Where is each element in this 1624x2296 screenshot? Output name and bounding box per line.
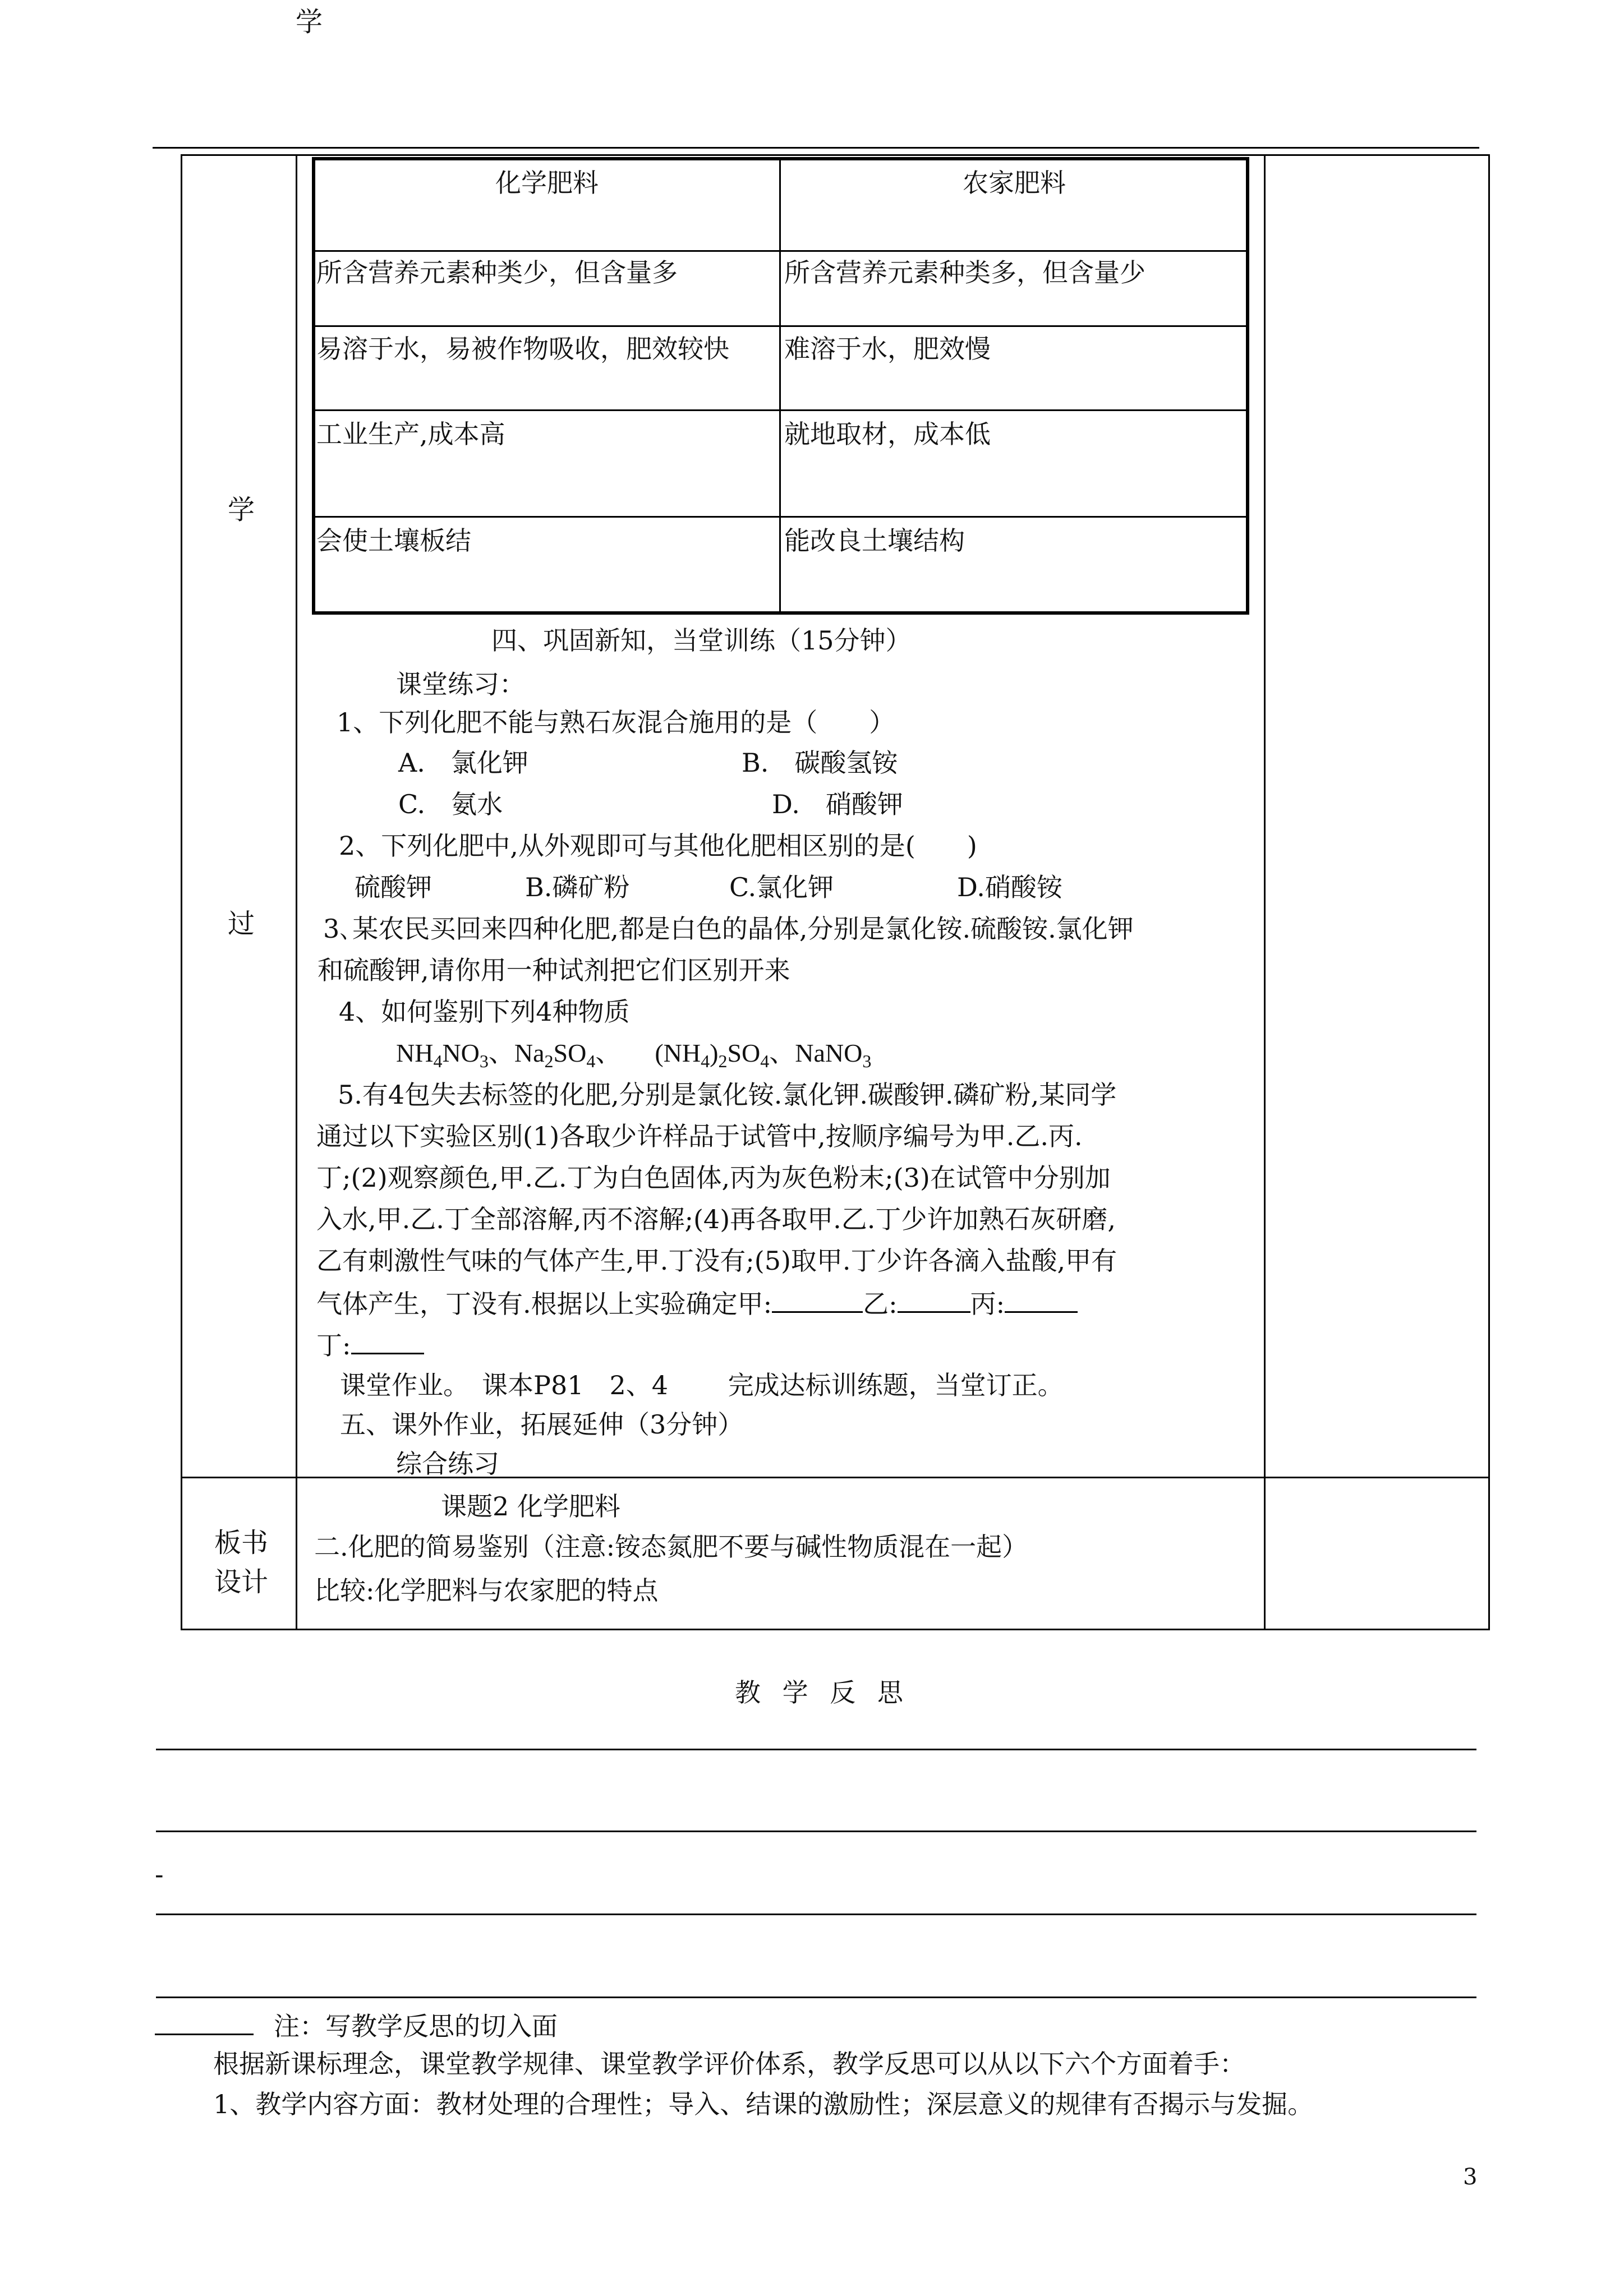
question-5-line-1: 5.有4包失去标签的化肥,分别是氯化铵.氯化钾.碳酸钾.磷矿粉,某同学 <box>338 1080 1117 1110</box>
board-line-3: 比较:化学肥料与农家肥的特点 <box>314 1575 659 1606</box>
answer-blank-jia[interactable] <box>772 1285 863 1313</box>
reflection-rule-2 <box>156 1831 1476 1832</box>
outer-top-border <box>181 154 1490 156</box>
question-3-line-2: 和硫酸钾,请你用一种试剂把它们区别开来 <box>318 955 790 985</box>
outer-row-divider <box>181 1477 1490 1478</box>
reflection-paragraph-1: 根据新课标理念，课堂教学规律、课堂教学评价体系，教学反思可以从以下六个方面着手： <box>213 2049 1245 2079</box>
q2-option-a: 硫酸钾 <box>355 872 432 902</box>
question-4: 4、如何鉴别下列4种物质 <box>339 997 630 1027</box>
reflection-paragraph-2: 1、教学内容方面：教材处理的合理性；导入、结课的激励性；深层意义的规律有否揭示与发掘。 <box>213 2089 1314 2119</box>
question-5-line-2: 通过以下实验区别(1)各取少许样品于试管中,按顺序编号为甲.乙.丙. <box>316 1121 1083 1151</box>
outer-col-divider-2 <box>1264 154 1266 1630</box>
q2-option-c: C.氯化钾 <box>729 872 834 902</box>
cmp-header-chemical: 化学肥料 <box>495 168 599 198</box>
question-4-formulas: $NH_4NO_3$、$Na_2SO_4$、 $(NH_4)_2SO_4$、NaNO$_3$ <box>396 1039 872 1071</box>
question-5-line-5: 乙有刺激性气味的气体产生,甲.丁没有;(5)取甲.丁少许各滴入盐酸,甲有 <box>316 1246 1117 1276</box>
question-5-line-7: 丁: <box>316 1327 424 1362</box>
cmp-cell: 所含营养元素种类多，但含量少 <box>784 257 1145 288</box>
cmp-cell: 难溶于水，肥效慢 <box>784 334 991 364</box>
section5-title: 五、课外作业，拓展延伸（3分钟） <box>340 1409 744 1440</box>
cmp-row-line-2 <box>314 325 1246 327</box>
outer-col-divider-1 <box>296 154 297 1630</box>
q2-option-d: D.硝酸铵 <box>957 872 1062 902</box>
reflection-dash: - <box>155 1859 164 1889</box>
side-label-banshu: 板书 <box>214 1527 268 1559</box>
board-line-1: 课题2 化学肥料 <box>441 1491 620 1522</box>
cmp-row-line-1 <box>314 250 1246 252</box>
cmp-left-border <box>312 157 315 615</box>
answer-blank-ding[interactable] <box>351 1327 424 1354</box>
q1-option-b: B. 碳酸氢铵 <box>742 748 898 778</box>
board-line-2: 二.化肥的简易鉴别（注意:铵态氮肥不要与碱性物质混在一起） <box>314 1532 1028 1562</box>
q1-option-d: D. 硝酸钾 <box>772 789 903 819</box>
reflection-rule-3 <box>156 1914 1476 1915</box>
question-3-line-1: 3､某农民买回来四种化肥,都是白色的晶体,分别是氯化铵.硫酸铵.氯化钾 <box>323 914 1134 944</box>
cmp-cell: 会使土壤板结 <box>316 525 471 556</box>
cmp-row-line-4 <box>314 516 1246 518</box>
outer-right-border <box>1488 154 1490 1630</box>
note-blank <box>155 2008 254 2035</box>
reflection-rule-1 <box>156 1749 1476 1750</box>
side-label-guo: 过 <box>227 908 255 939</box>
question-2: 2、下列化肥中,从外观即可与其他化肥相区别的是( ) <box>339 831 977 861</box>
question-5-line-3: 丁;(2)观察颜色,甲.乙.丁为白色固体,丙为灰色粉末;(3)在试管中分别加 <box>316 1163 1111 1193</box>
cmp-row-line-3 <box>314 409 1246 411</box>
cmp-cell: 工业生产,成本高 <box>316 419 505 449</box>
practice-label: 课堂练习： <box>396 669 525 699</box>
cmp-mid-divider <box>779 159 781 612</box>
q1-option-c: C. 氨水 <box>398 789 503 819</box>
question-5-line-4: 入水,甲.乙.丁全部溶解,丙不溶解;(4)再各取甲.乙.丁少许加熟石灰研磨, <box>316 1204 1116 1234</box>
cmp-cell: 就地取材，成本低 <box>784 419 991 449</box>
question-1: 1、下列化肥不能与熟石灰混合施用的是（ ） <box>337 707 895 737</box>
question-5-line-6: 气体产生，丁没有.根据以上实验确定甲: 乙: 丙: <box>316 1285 1078 1321</box>
cmp-cell: 能改良土壤结构 <box>784 525 965 556</box>
cmp-right-border <box>1246 157 1249 615</box>
section5-item: 综合练习 <box>396 1449 499 1479</box>
answer-blank-yi[interactable] <box>898 1285 970 1313</box>
q2-option-b: B.磷矿粉 <box>525 872 630 902</box>
outer-bottom-border <box>181 1629 1490 1630</box>
side-label-sheji: 设计 <box>214 1566 268 1598</box>
q1-option-a: A. 氯化钾 <box>398 748 528 778</box>
side-label-xue: 学 <box>227 494 255 525</box>
page-number: 3 <box>1463 2164 1478 2190</box>
cmp-header-farm: 农家肥料 <box>963 168 1066 198</box>
section4-title: 四、巩固新知，当堂训练（15分钟） <box>491 625 912 656</box>
answer-blank-bing[interactable] <box>1005 1285 1078 1313</box>
cmp-cell: 所含营养元素种类少，但含量多 <box>316 257 678 288</box>
homework-line: 课堂作业。 课本P81 2、4 完成达标训练题，当堂订正。 <box>340 1370 1064 1400</box>
reflection-note: 注：写教学反思的切入面 <box>155 2008 558 2043</box>
reflection-rule-4 <box>156 1997 1476 1998</box>
outer-left-border <box>181 154 182 1630</box>
reflection-title: 教 学 反 思 <box>735 1677 910 1708</box>
header-rule <box>153 147 1479 149</box>
cmp-cell: 易溶于水，易被作物吸收，肥效较快 <box>316 334 729 364</box>
